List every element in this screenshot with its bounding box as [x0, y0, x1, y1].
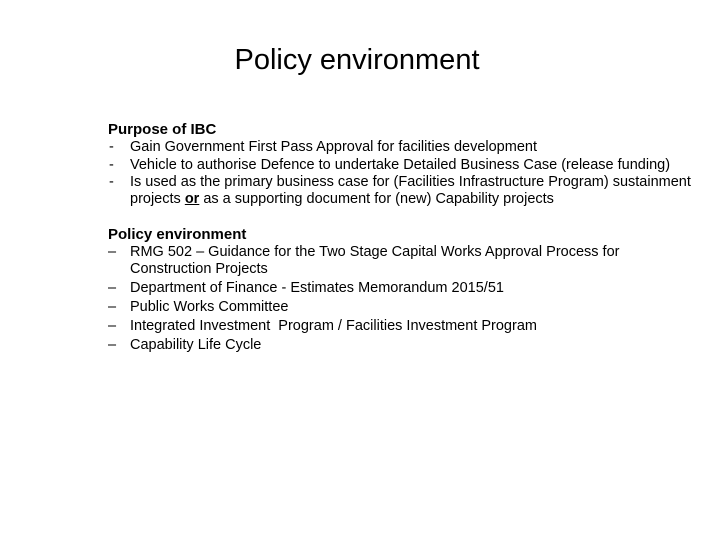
purpose-item-text	[130, 174, 698, 207]
purpose-item	[108, 174, 698, 207]
en-dash-bullet: –	[108, 299, 117, 315]
purpose-item-text-before: Is used as the primary business case for (Facilities Infrastructure Program) sustainment projects	[130, 174, 691, 207]
policy-list	[108, 244, 698, 354]
policy-item	[108, 280, 698, 297]
en-dash-bullet: –	[108, 244, 117, 260]
policy-item-text: Department of Finance - Estimates Memorandum 2015/51	[130, 280, 504, 296]
purpose-item-text: Gain Government First Pass Approval for facilities development	[130, 139, 537, 155]
slide-title: Policy environment	[234, 44, 480, 76]
policy-section	[108, 225, 698, 354]
purpose-item-text-after: as a supporting document for (new) Capability projects	[199, 190, 554, 207]
en-dash-bullet: –	[108, 280, 117, 296]
purpose-section	[108, 120, 698, 207]
policy-item	[108, 299, 698, 316]
purpose-item	[108, 139, 698, 156]
policy-heading: Policy environment	[108, 226, 247, 243]
dash-bullet: -	[109, 139, 114, 155]
en-dash-bullet: –	[108, 318, 117, 334]
dash-bullet: -	[109, 156, 114, 173]
purpose-list	[108, 139, 698, 207]
policy-item	[108, 318, 698, 335]
policy-item-text: Integrated Investment Program / Facilities Investment Program	[130, 318, 537, 334]
purpose-heading: Purpose of IBC	[108, 121, 217, 138]
emphasis-or: or	[184, 190, 200, 207]
purpose-item	[108, 157, 698, 174]
dash-bullet: -	[109, 174, 114, 190]
slide-content	[108, 120, 698, 354]
policy-item	[108, 244, 698, 278]
purpose-item-text: Vehicle to authorise Defence to undertake Detailed Business Case (release funding)	[130, 156, 671, 173]
policy-item-text: RMG 502 – Guidance for the Two Stage Capital Works Approval Process for Construction Projects	[130, 244, 620, 277]
policy-item	[108, 337, 698, 354]
policy-item-text: Capability Life Cycle	[130, 337, 262, 353]
en-dash-bullet: –	[108, 337, 117, 353]
policy-item-text: Public Works Committee	[130, 299, 289, 315]
